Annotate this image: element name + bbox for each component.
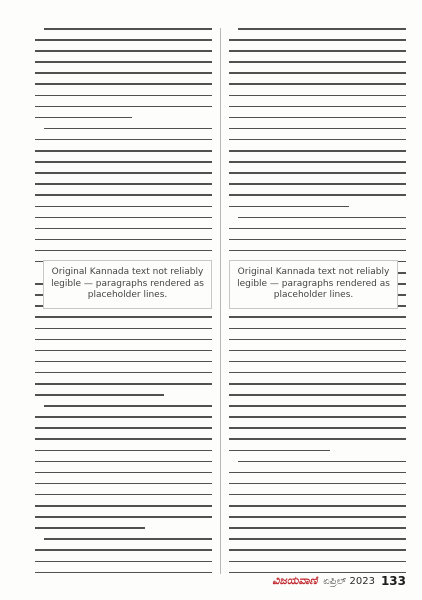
text-line-placeholder bbox=[229, 505, 406, 507]
text-line-placeholder bbox=[35, 161, 212, 163]
text-line-placeholder bbox=[35, 39, 212, 41]
text-line-placeholder bbox=[229, 128, 406, 130]
text-line-placeholder bbox=[35, 217, 212, 219]
text-line-placeholder bbox=[229, 39, 406, 41]
text-columns bbox=[35, 28, 406, 574]
text-line-placeholder bbox=[35, 427, 212, 429]
text-line-placeholder bbox=[229, 50, 406, 52]
magazine-name: ವಿಜಯವಾಣಿ bbox=[272, 574, 318, 587]
illegible-text-notice: Original Kannada text not reliably legible — paragraphs rendered as placeholder lines. bbox=[43, 260, 212, 309]
text-line-placeholder bbox=[229, 383, 406, 385]
text-line-placeholder bbox=[35, 438, 212, 440]
text-line-placeholder bbox=[238, 217, 406, 219]
text-line-placeholder bbox=[229, 95, 406, 97]
text-line-placeholder bbox=[229, 494, 406, 496]
text-line-placeholder bbox=[35, 194, 212, 196]
text-line-placeholder bbox=[35, 150, 212, 152]
text-line-placeholder bbox=[229, 549, 406, 551]
text-line-placeholder bbox=[35, 572, 212, 574]
text-line-placeholder bbox=[229, 139, 406, 141]
text-line-placeholder bbox=[35, 527, 145, 529]
text-line-placeholder bbox=[229, 83, 406, 85]
text-line-placeholder bbox=[229, 472, 406, 474]
text-line-placeholder bbox=[44, 538, 212, 540]
page-footer bbox=[240, 572, 406, 590]
text-line-placeholder bbox=[35, 361, 212, 363]
text-line-placeholder bbox=[35, 372, 212, 374]
text-line-placeholder bbox=[35, 394, 164, 396]
left-column bbox=[35, 28, 221, 574]
text-line-placeholder bbox=[229, 405, 406, 407]
text-line-placeholder bbox=[229, 516, 406, 518]
text-line-placeholder bbox=[229, 172, 406, 174]
text-line-placeholder bbox=[35, 350, 212, 352]
text-line-placeholder bbox=[35, 250, 212, 252]
text-line-placeholder bbox=[229, 538, 406, 540]
text-line-placeholder bbox=[229, 239, 406, 241]
text-line-placeholder bbox=[229, 316, 406, 318]
paragraph bbox=[35, 405, 212, 529]
text-line-placeholder bbox=[229, 561, 406, 563]
text-line-placeholder bbox=[35, 83, 212, 85]
text-line-placeholder bbox=[229, 416, 406, 418]
text-line-placeholder bbox=[229, 228, 406, 230]
text-line-placeholder bbox=[35, 494, 212, 496]
text-line-placeholder bbox=[229, 183, 406, 185]
text-line-placeholder bbox=[35, 472, 212, 474]
text-line-placeholder bbox=[35, 183, 212, 185]
text-line-placeholder bbox=[35, 461, 212, 463]
text-line-placeholder bbox=[35, 505, 212, 507]
issue-date: ಏಪ್ರಿಲ್ 2023 bbox=[323, 575, 375, 587]
text-line-placeholder bbox=[35, 139, 212, 141]
text-line-placeholder bbox=[229, 372, 406, 374]
text-line-placeholder bbox=[229, 350, 406, 352]
text-line-placeholder bbox=[35, 561, 212, 563]
text-line-placeholder bbox=[35, 106, 212, 108]
text-line-placeholder bbox=[229, 61, 406, 63]
text-line-placeholder bbox=[35, 416, 212, 418]
text-line-placeholder bbox=[229, 483, 406, 485]
text-line-placeholder bbox=[229, 427, 406, 429]
text-line-placeholder bbox=[229, 117, 406, 119]
text-line-placeholder bbox=[35, 95, 212, 97]
text-line-placeholder bbox=[44, 405, 212, 407]
text-line-placeholder bbox=[35, 549, 212, 551]
text-line-placeholder bbox=[238, 28, 406, 30]
text-line-placeholder bbox=[229, 150, 406, 152]
text-line-placeholder bbox=[229, 339, 406, 341]
text-line-placeholder bbox=[229, 194, 406, 196]
paragraph bbox=[229, 28, 406, 207]
text-line-placeholder bbox=[229, 328, 406, 330]
text-line-placeholder bbox=[35, 450, 212, 452]
text-line-placeholder bbox=[229, 206, 349, 208]
text-line-placeholder bbox=[35, 228, 212, 230]
paragraph bbox=[35, 128, 212, 263]
text-line-placeholder bbox=[35, 328, 212, 330]
text-line-placeholder bbox=[35, 117, 132, 119]
right-column bbox=[221, 28, 406, 574]
text-line-placeholder bbox=[238, 461, 406, 463]
text-line-placeholder bbox=[35, 239, 212, 241]
text-line-placeholder bbox=[229, 527, 406, 529]
text-line-placeholder bbox=[35, 483, 212, 485]
paragraph bbox=[35, 538, 212, 574]
illegible-text-notice: Original Kannada text not reliably legible — paragraphs rendered as placeholder lines. bbox=[229, 260, 398, 309]
text-line-placeholder bbox=[229, 106, 406, 108]
text-line-placeholder bbox=[35, 172, 212, 174]
page-number: 133 bbox=[380, 574, 406, 588]
text-line-placeholder bbox=[229, 450, 330, 452]
text-line-placeholder bbox=[35, 50, 212, 52]
text-line-placeholder bbox=[44, 128, 212, 130]
text-line-placeholder bbox=[229, 250, 406, 252]
text-line-placeholder bbox=[35, 339, 212, 341]
text-line-placeholder bbox=[229, 72, 406, 74]
text-line-placeholder bbox=[35, 316, 212, 318]
text-line-placeholder bbox=[44, 28, 212, 30]
text-line-placeholder bbox=[229, 161, 406, 163]
text-line-placeholder bbox=[229, 438, 406, 440]
text-line-placeholder bbox=[35, 206, 212, 208]
text-line-placeholder bbox=[35, 516, 212, 518]
text-line-placeholder bbox=[35, 72, 212, 74]
text-line-placeholder bbox=[229, 361, 406, 363]
text-line-placeholder bbox=[229, 394, 406, 396]
text-line-placeholder bbox=[35, 61, 212, 63]
text-line-placeholder bbox=[35, 383, 212, 385]
paragraph bbox=[35, 28, 212, 118]
paragraph bbox=[229, 461, 406, 574]
paragraph bbox=[229, 217, 406, 451]
